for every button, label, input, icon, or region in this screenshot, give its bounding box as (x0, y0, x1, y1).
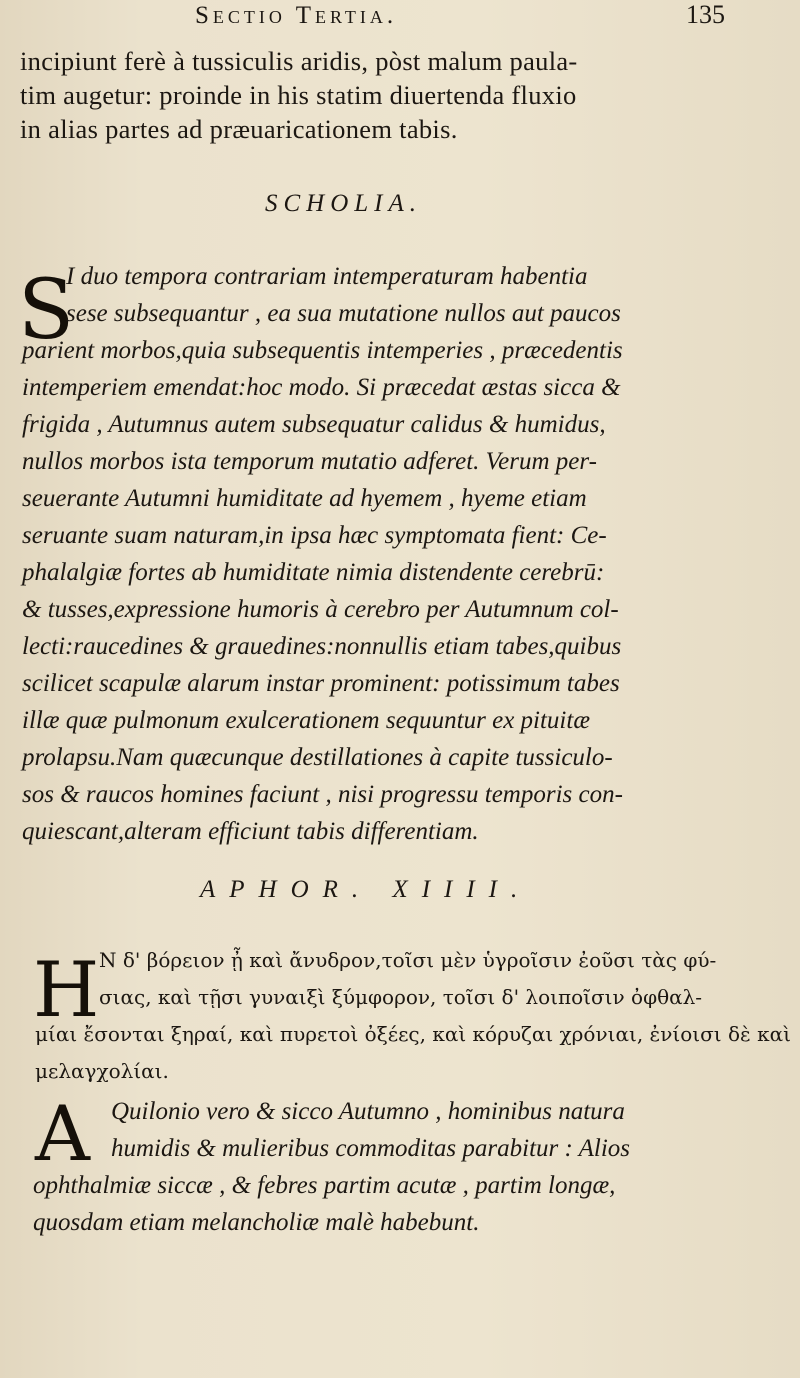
text-line: sos & raucos homines faciunt , nisi progressu temporis con- (22, 781, 623, 808)
text-line: incipiunt ferè à tussiculis aridis, pòst malum paula- (20, 46, 578, 76)
text-line: tim augetur: proinde in his statim diuertenda fluxio (20, 80, 577, 110)
scholia-drop-cap: S (18, 263, 75, 358)
running-head (195, 0, 725, 34)
text-line: scilicet scapulæ alarum instar prominent: potissimum tabes (22, 670, 620, 697)
text-line: humidis & mulieribus commoditas parabitur : Alios (111, 1135, 631, 1162)
top-paragraph (20, 44, 730, 146)
text-line: μελαγχολίαι. (35, 1059, 169, 1083)
text-line: phalalgiæ fortes ab humiditate nimia distendente cerebrū: (22, 559, 605, 586)
text-line: I duo tempora contrariam intemperaturam habentia (66, 263, 588, 290)
section-title: Sectio Tertia. (195, 2, 398, 29)
text-line: quosdam etiam melancholiæ malè habebunt. (33, 1209, 480, 1236)
greek-drop-cap: H (33, 945, 100, 1034)
text-line: Quilonio vero & sicco Autumno , hominibus natura (111, 1098, 625, 1125)
text-line: quiescant,alteram efficiunt tabis differentiam. (22, 818, 479, 845)
text-line: nullos morbos ista temporum mutatio adferet. Verum per- (22, 448, 597, 475)
text-line: lecti:raucedines & grauedines:nonnullis etiam tabes,quibus (22, 633, 622, 660)
text-line: intemperiem emendat:hoc modo. Si præcedat æstas sicca & (22, 374, 621, 401)
text-line: in alias partes ad præuaricationem tabis. (20, 114, 458, 144)
text-line: Ν δ' βόρειον ᾖ καὶ ἄνυδρον,τοῖσι μὲν ὑγροῖσιν ἐοῦσι τὰς φύ- (99, 948, 717, 972)
text-line: seruante suam naturam,in ipsa hæc symptomata fient: Ce- (22, 522, 607, 549)
text-line: sese subsequantur , ea sua mutatione nullos aut paucos (66, 300, 621, 327)
text-line: σιας, καὶ τῇσι γυναιξὶ ξύμφορον, τοῖσι δ' λοιποῖσιν ὀφθαλ- (99, 985, 703, 1009)
text-line: frigida , Autumnus autem subsequatur calidus & humidus, (22, 411, 606, 438)
scholia-paragraph (22, 258, 734, 850)
text-line: ophthalmiæ siccæ , & febres partim acutæ , partim longæ, (33, 1172, 616, 1199)
text-line: illæ quæ pulmonum exulcerationem sequuntur ex pituitæ (22, 707, 590, 734)
greek-aphorism-text (35, 942, 791, 1090)
page-number: 135 (686, 0, 725, 29)
text-line: seuerante Autumni humiditate ad hyemem , hyeme etiam (22, 485, 587, 512)
latin-aphorism-text (33, 1089, 733, 1241)
text-line: μίαι ἔσονται ξηραί, καὶ πυρετοὶ ὀξέες, καὶ κόρυζαι χρόνιαι, ἐνίοισι δὲ καὶ (35, 1022, 791, 1046)
aphorism-heading: APHOR. XIIII. (200, 876, 532, 903)
text-line: prolapsu.Nam quæcunque destillationes à capite tussiculo- (22, 744, 613, 771)
scholia-heading: SCHOLIA. (265, 190, 423, 217)
text-line: parient morbos,quia subsequentis intemperies , præcedentis (22, 337, 623, 364)
latin-drop-cap: A (35, 1089, 90, 1178)
text-line: & tusses,expressione humoris à cerebro per Autumnum col- (22, 596, 619, 623)
